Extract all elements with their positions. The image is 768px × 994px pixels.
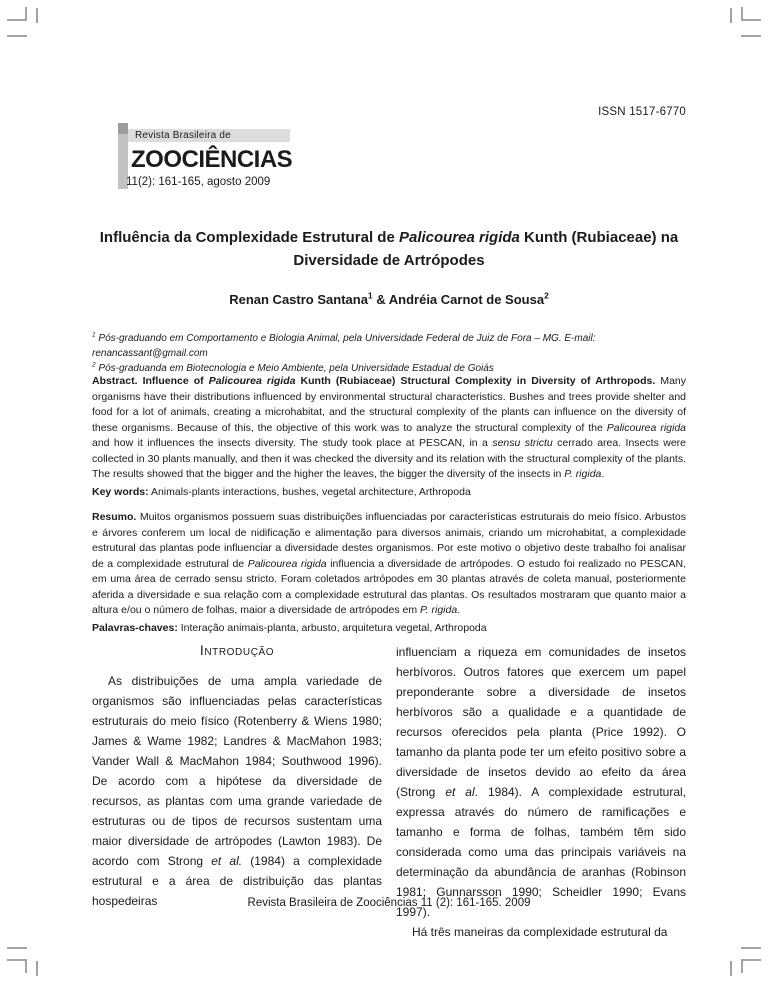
affiliations: [92, 331, 686, 376]
keywords-line: Key words: Animals-plants interactions, bushes, vegetal architecture, Arthropoda: [92, 486, 471, 498]
crop-mark: [741, 7, 743, 21]
crop-mark: [730, 961, 732, 976]
crop-mark: [741, 947, 761, 949]
crop-mark: [741, 959, 743, 973]
journal-logo: [118, 123, 328, 195]
intro-paragraph-1: As distribuições de uma ampla variedade de organismos são influenciadas pelas características estruturais do meio físico (Rotenberry & Wiens 1980; James & Wame 1982; Landres & MacMahon 1983; Vander Wall & MacMahon 1984; Southwood 1996). De acordo com a hipótese da diversidade de recursos, as plantas com uma grande variedade de estruturas ou de tipos de recursos sustentam uma maior diversidade de artrópodes (Lawton 1983). De acordo com Strong et al. (1984) a complexidade estrutural e a área de distribuição das plantas hospedeiras: [92, 674, 383, 908]
crop-mark: [36, 8, 38, 23]
affiliation-2: $^2$ Pós-graduanda em Biotecnologia e Meio Ambiente, pela Universidade Estadual de Goiás: [92, 361, 494, 374]
crop-mark: [36, 961, 38, 976]
abstract-paragraph: Abstract. Influence of Palicourea rigida Kunth (Rubiaceae) Structural Complexity in Diversity of Arthropods. Many organisms have their distributions influenced by environmental structural characteristics. Bushes and trees provide shelter and food for a lot of animals, creating a microhabitat, and the structural complexity of the plants can influence on the diversity of these organisms. Because of this, the objective of this work was to analyze the structural complexity of the Palicourea rigida and how it influences the insects diversity. The study took place at PESCAN, in a sensu strictu cerrado area. Insects were collected in 30 plants manually, and then it was checked the diversity and its relation with the structural complexity of the plants. The results showed that the bigger and the higher the leaves, the bigger the diversity of the insects in P. rigida.: [92, 375, 687, 480]
crop-mark: [730, 8, 732, 23]
crop-mark: [741, 35, 761, 37]
journal-issue-line: 11(2): 161-165, agosto 2009: [126, 176, 271, 188]
crop-mark: [25, 7, 27, 21]
crop-mark: [741, 19, 761, 21]
journal-name: ZOOCIÊNCIAS: [131, 146, 293, 173]
page-footer: Revista Brasileira de Zoociências 11 (2): 161-165. 2009: [247, 897, 531, 909]
crop-mark: [7, 959, 27, 961]
crop-mark: [7, 35, 27, 37]
crop-mark: [7, 947, 27, 949]
resumo-paragraph: Resumo. Muitos organismos possuem suas distribuições influenciadas por características estruturais do meio físico. Arbustos e árvores conferem um local de nidificação e alimentação para diversos animais, criando um microhabitat, a complexidade estrutural das plantas pode influenciar a diversidade destes organismos. Por este motivo o objetivo deste trabalho foi analisar de a complexidade estrutural de Palicourea rigida influencia a diversidade de artrópodes. O estudo foi realizado no PESCAN, em uma área de cerrado sensu stricto. Foram coletados artrópodes em 30 plantas através de coleta manual, posteriormente aferida a diversidade e sua relação com a complexidade estrutural das plantas. Os resultados mostraram que quanto maior a altura e/ou o número de folhas, maior a diversidade de artrópodes em P. rigida.: [92, 511, 686, 616]
crop-mark: [25, 959, 27, 973]
crop-mark: [7, 19, 27, 21]
intro-paragraph-2: influenciam a riqueza em comunidades de insetos herbívoros. Outros fatores que exercem um papel preponderante sobre a diversidade de insetos herbívoros são a qualidade e a quantidade de recursos oferecidos pela planta (Price 1992). O tamanho da planta pode ter um efeito positivo sobre a diversidade de insetos devido ao efeito da área (Strong et al. 1984). A complexidade estrutural, expressa através do número de ramificações e tamanho e forma de folhas, também têm sido considerada como uma das principais variáveis na determinação da abundância de aranhas (Robinson 1981; Gunnarsson 1990; Scheidler 1990; Evans 1997).: [396, 645, 686, 919]
logo-square: [118, 123, 128, 134]
section-heading-introducao: Introdução: [199, 642, 275, 658]
crop-mark: [741, 959, 761, 961]
article-title: Influência da Complexidade Estrutural de Palicourea rigida Kunth (Rubiaceae) na Diversidade de Artrópodes: [99, 229, 679, 269]
palavras-chaves-line: Palavras-chaves: Interação animais-planta, arbusto, arquitetura vegetal, Arthropoda: [92, 622, 487, 634]
journal-name-prefix: Revista Brasileira de: [135, 130, 231, 141]
intro-paragraph-3: Há três maneiras da complexidade estrutural da: [412, 925, 668, 939]
affiliation-1: $^1$ Pós-graduando em Comportamento e Biologia Animal, pela Universidade Federal de Juiz de Fora – MG. E-mail: renancassant@gmail.com: [92, 331, 596, 359]
issn-number: ISSN 1517-6770: [598, 106, 686, 118]
article-authors: Renan Castro Santana$^1$ & Andréia Carnot de Sousa$^2$: [229, 290, 549, 307]
